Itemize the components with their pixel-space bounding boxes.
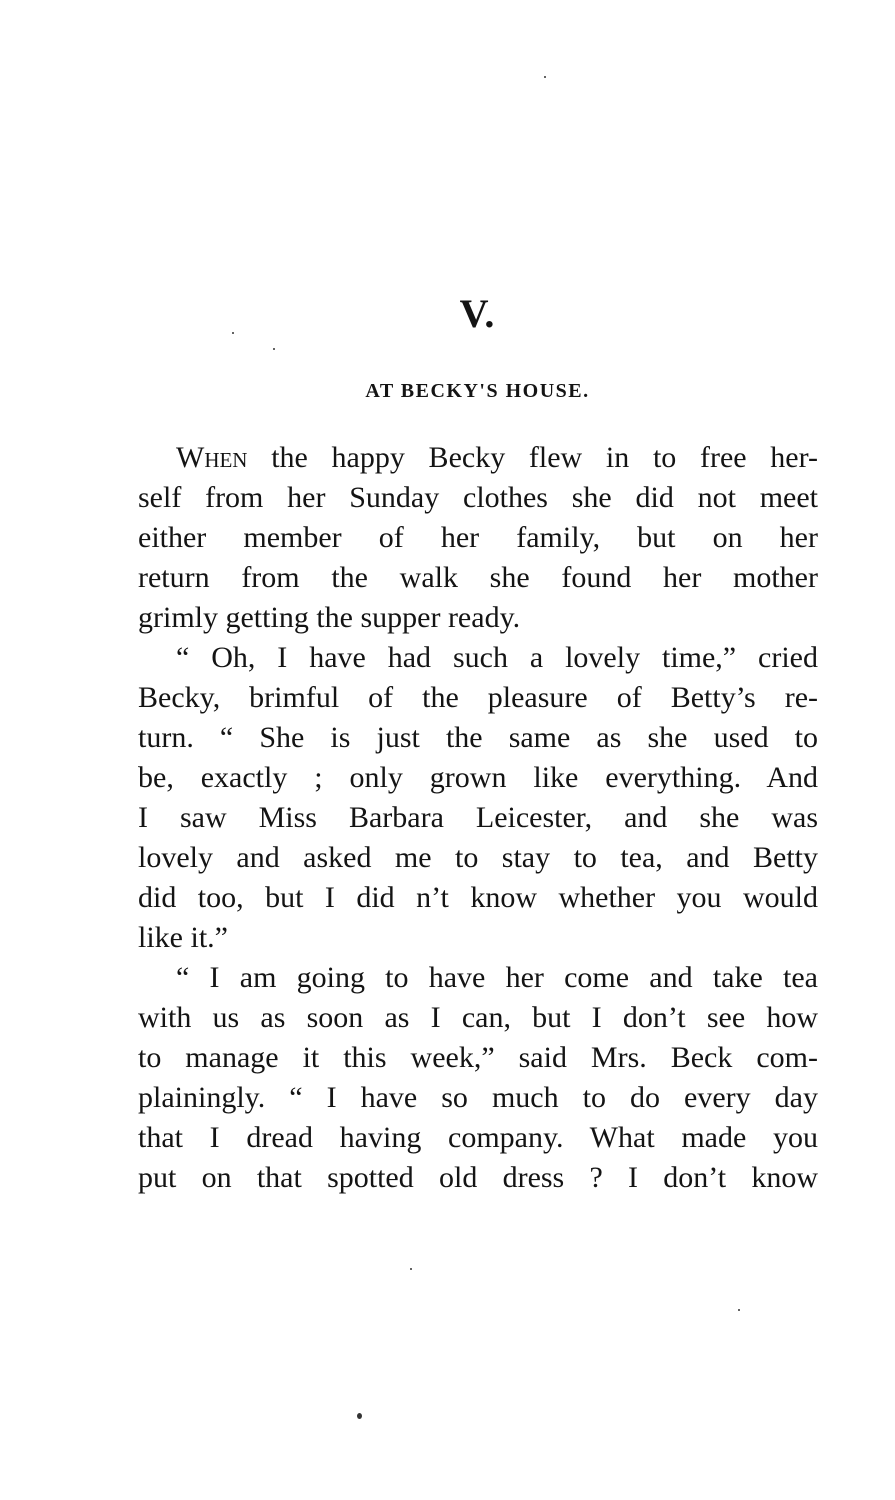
- text-line: When the happy Becky flew in to free her-: [176, 441, 818, 474]
- text-line: self from her Sunday clothes she did not meet: [138, 481, 818, 514]
- chapter-title: AT BECKY'S HOUSE.: [365, 380, 590, 402]
- text-line: I saw Miss Barbara Leicester, and she was: [138, 801, 818, 834]
- print-speck: [357, 1413, 362, 1419]
- text-line: put on that spotted old dress ? I don’t know: [138, 1161, 818, 1194]
- text-line: be, exactly ; only grown like everything. And: [138, 761, 818, 794]
- text-line: “ I am going to have her come and take tea: [176, 961, 818, 994]
- drop-word: When: [176, 441, 248, 474]
- print-speck: [410, 1268, 412, 1270]
- chapter-number: V.: [459, 291, 496, 336]
- text-line: with us as soon as I can, but I don’t see how: [138, 1001, 818, 1034]
- text-line: grimly getting the supper ready.: [138, 601, 521, 634]
- print-speck: [738, 1309, 740, 1311]
- body-text: [138, 438, 818, 1198]
- print-speck: [544, 76, 546, 78]
- text-line: to manage it this week,” said Mrs. Beck com-: [138, 1041, 818, 1074]
- text-line: did too, but I did n’t know whether you would: [138, 881, 818, 914]
- print-speck: [232, 332, 234, 334]
- paragraph: [138, 638, 818, 958]
- text-line: like it.”: [138, 921, 228, 954]
- print-speck: [273, 348, 275, 350]
- text-line: “ Oh, I have had such a lovely time,” cried: [176, 641, 818, 674]
- paragraph: [138, 958, 818, 1198]
- text-line: return from the walk she found her mother: [138, 561, 818, 594]
- text-line: lovely and asked me to stay to tea, and Betty: [138, 841, 818, 874]
- text-line: turn. “ She is just the same as she used to: [138, 721, 818, 754]
- text-line: that I dread having company. What made you: [138, 1121, 818, 1154]
- text-line: plainingly. “ I have so much to do every day: [138, 1081, 818, 1114]
- paragraph: [138, 438, 818, 638]
- text-line: either member of her family, but on her: [138, 521, 818, 554]
- text-line: Becky, brimful of the pleasure of Betty’s re-: [138, 681, 818, 714]
